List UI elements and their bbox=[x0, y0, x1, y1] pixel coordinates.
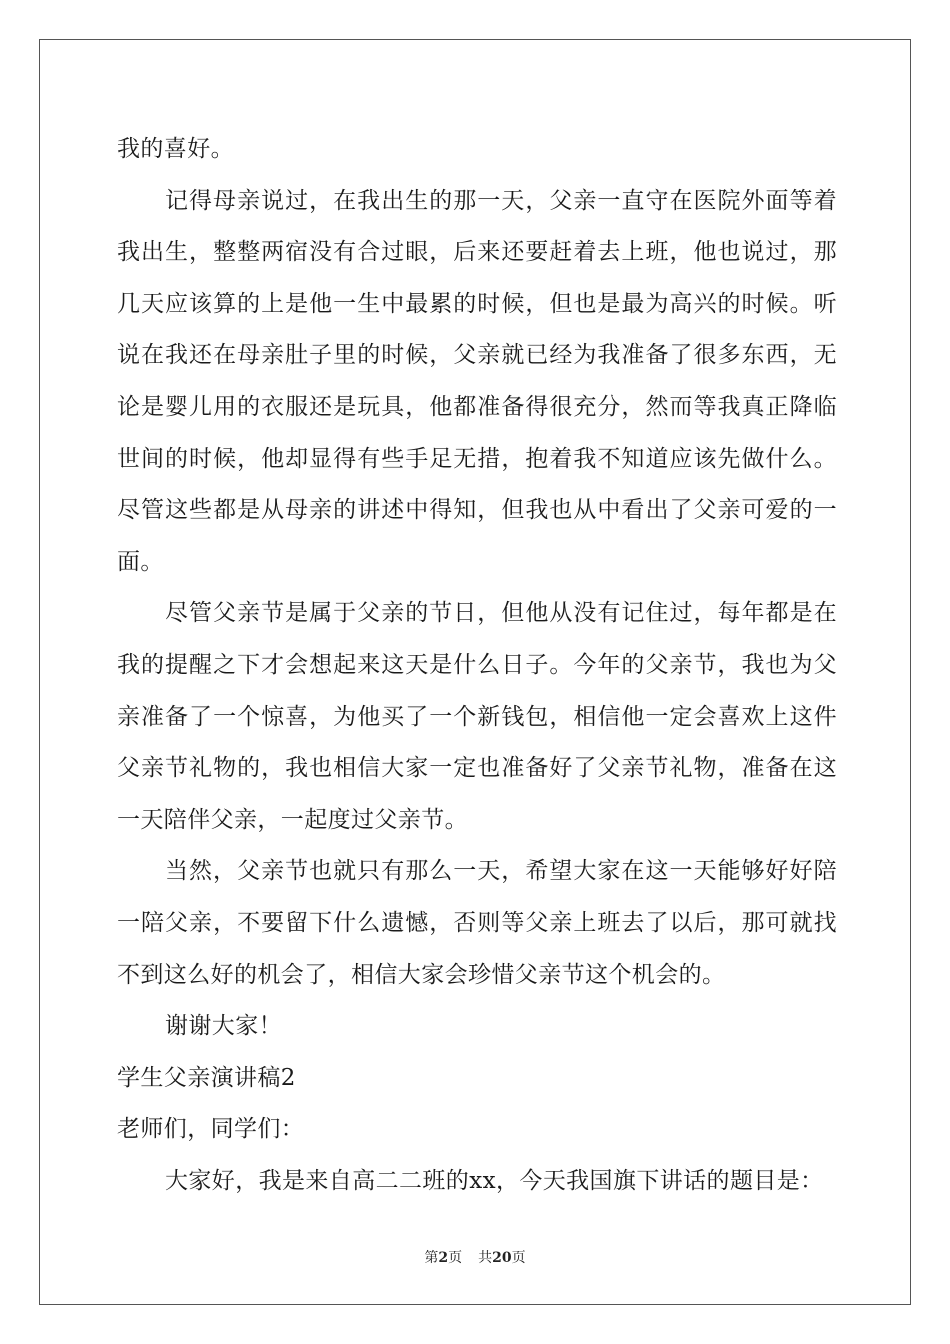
salutation: 老师们，同学们： bbox=[117, 1116, 305, 1143]
page-number: 2 bbox=[438, 1250, 449, 1266]
paragraph-2: 记得母亲说过，在我出生的那一天，父亲一直守在医院外面等着我出生，整整两宿没有合过眼，后来还要赶着去上班，他也说过，那几天应该算的上是他一生中最累的时候，但也是最为高兴的时候。听说在我还在母亲肚子里的时候，父亲就已经为我准备了很多东西，无论是婴儿用的衣服还是玩具，他都准备得很充分，然而等我真正降临世间的时候，他却显得有些手足无措，抱着我不知道应该先做什么。尽管这些都是从母亲的讲述中得知，但我也从中看出了父亲可爱的一面。 bbox=[117, 187, 837, 575]
document-body bbox=[117, 124, 837, 1207]
paragraph-3: 尽管父亲节是属于父亲的节日，但他从没有记住过，每年都是在我的提醒之下才会想起来这天是什么日子。今年的父亲节，我也为父亲准备了一个惊喜，为他买了一个新钱包，相信他一定会喜欢上这件父亲节礼物的，我也相信大家一定也准备好了父亲节礼物，准备在这一天陪伴父亲，一起度过父亲节。 bbox=[117, 600, 837, 833]
total-label-suffix: 页 bbox=[511, 1250, 526, 1266]
page-label-suffix: 页 bbox=[448, 1250, 463, 1266]
paragraph-1: 我的喜好。 bbox=[117, 136, 234, 162]
page-footer bbox=[0, 1247, 950, 1267]
paragraph-4: 当然，父亲节也就只有那么一天，希望大家在这一天能够好好陪一陪父亲，不要留下什么遗憾，否则等父亲上班去了以后，那可就找不到这么好的机会了，相信大家会珍惜父亲节这个机会的。 bbox=[117, 858, 837, 988]
section-heading: 学生父亲演讲稿2 bbox=[117, 1064, 296, 1091]
paragraph-6: 大家好，我是来自高二二班的xx，今天我国旗下讲话的题目是： bbox=[165, 1167, 824, 1194]
paragraph-5: 谢谢大家！ bbox=[165, 1013, 282, 1040]
total-pages: 20 bbox=[492, 1250, 512, 1266]
total-label-prefix: 共 bbox=[478, 1250, 493, 1266]
page-label-prefix: 第 bbox=[424, 1250, 439, 1266]
